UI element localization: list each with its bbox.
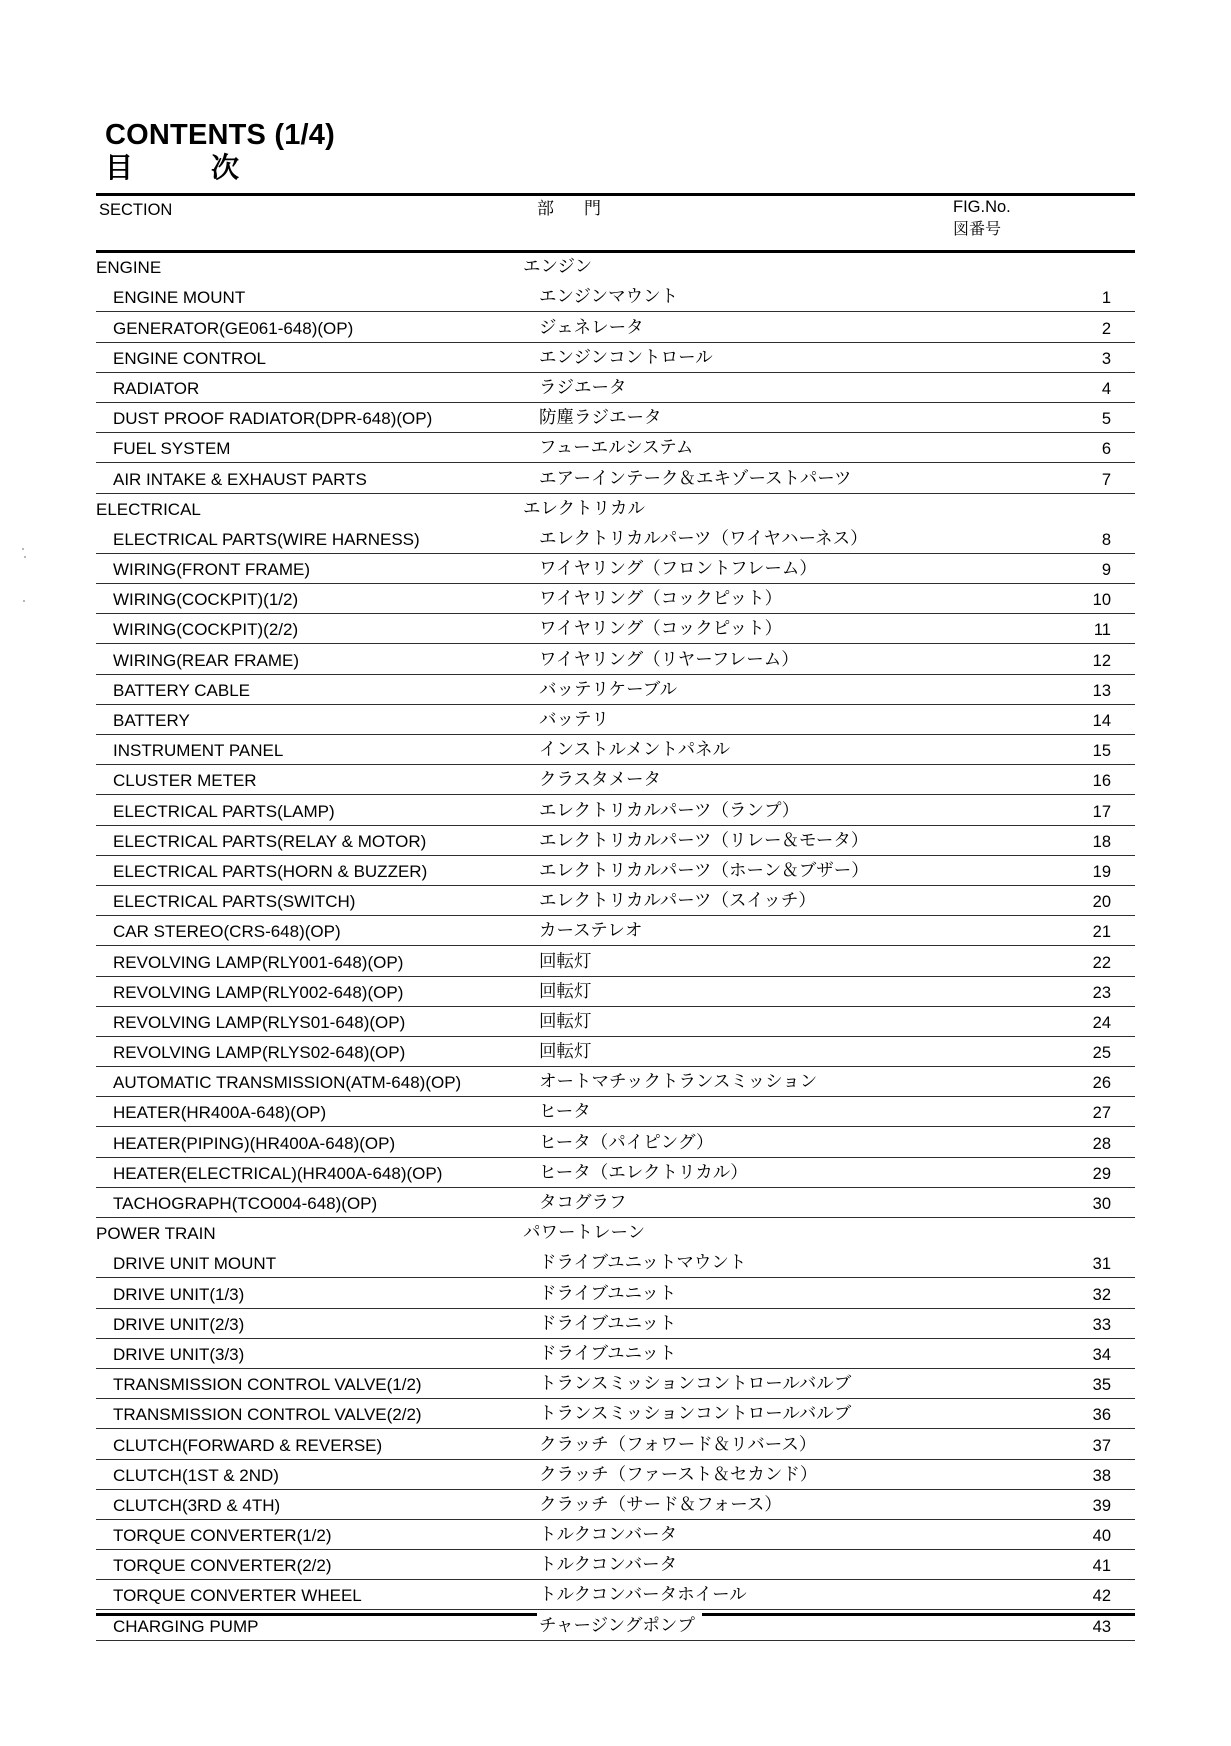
section-heading-row xyxy=(96,496,1135,526)
section-name-english: ELECTRICAL xyxy=(96,500,208,520)
figure-number: 11 xyxy=(1088,621,1113,640)
item-name-english: AIR INTAKE & EXHAUST PARTS xyxy=(113,470,374,490)
table-row xyxy=(96,1190,1135,1220)
item-name-english: ELECTRICAL PARTS(HORN & BUZZER) xyxy=(113,862,434,882)
item-name-japanese: クラッチ（フォワード＆リバース） xyxy=(537,1431,823,1456)
item-name-japanese: 回転灯 xyxy=(537,1038,599,1063)
item-name-japanese: トランスミッションコントロールバルブ xyxy=(537,1370,858,1395)
section-name-japanese: パワートレーン xyxy=(521,1219,652,1244)
item-name-english: REVOLVING LAMP(RLY001-648)(OP) xyxy=(113,953,410,973)
figure-number: 39 xyxy=(1087,1497,1113,1516)
leader-line xyxy=(96,824,1135,826)
item-name-japanese: トランスミッションコントロールバルブ xyxy=(537,1400,858,1425)
item-name-japanese: クラスタメータ xyxy=(537,766,668,791)
table-row xyxy=(96,888,1135,918)
table-row xyxy=(96,284,1135,314)
leader-line xyxy=(96,1639,1135,1641)
item-name-japanese: ワイヤリング（リヤーフレーム） xyxy=(537,646,806,671)
item-name-japanese: トルクコンバータ xyxy=(537,1551,684,1576)
table-row xyxy=(96,1069,1135,1099)
figure-number: 25 xyxy=(1087,1044,1113,1063)
figure-number: 30 xyxy=(1087,1195,1113,1214)
table-row xyxy=(96,646,1135,676)
item-name-japanese: エンジンコントロール xyxy=(537,344,720,369)
item-name-english: DRIVE UNIT(2/3) xyxy=(113,1315,251,1335)
table-row xyxy=(96,1250,1135,1280)
item-name-japanese: エレクトリカルパーツ（ホーン＆ブザー） xyxy=(537,857,876,882)
figure-number: 34 xyxy=(1087,1346,1113,1365)
item-name-japanese: ヒータ（エレクトリカル） xyxy=(537,1159,755,1184)
leader-line xyxy=(96,1367,1135,1369)
item-name-japanese: 回転灯 xyxy=(537,948,599,973)
table-row xyxy=(96,375,1135,405)
leader-line xyxy=(96,461,1135,463)
item-name-english: WIRING(FRONT FRAME) xyxy=(113,560,317,580)
item-name-japanese: ドライブユニットマウント xyxy=(537,1249,753,1274)
item-name-english: CLUTCH(1ST & 2ND) xyxy=(113,1466,286,1486)
table-row xyxy=(96,1522,1135,1552)
table-row xyxy=(96,1401,1135,1431)
leader-line xyxy=(96,884,1135,886)
item-name-japanese: ヒータ xyxy=(537,1098,598,1123)
leader-line xyxy=(96,371,1135,373)
leader-line xyxy=(96,1276,1135,1278)
leader-line xyxy=(96,1548,1135,1550)
section-name-english: POWER TRAIN xyxy=(96,1224,223,1244)
table-row xyxy=(96,1431,1135,1461)
column-header-fig-no: FIG.No. xyxy=(953,198,1011,216)
figure-number: 20 xyxy=(1087,893,1113,912)
scan-speckle xyxy=(23,600,25,602)
figure-number: 36 xyxy=(1087,1406,1113,1425)
figure-number: 3 xyxy=(1096,350,1113,369)
header-rule-top xyxy=(96,193,1135,196)
table-row xyxy=(96,677,1135,707)
table-row xyxy=(96,1612,1135,1642)
item-name-japanese: ワイヤリング（コックピット） xyxy=(537,585,789,610)
figure-number: 23 xyxy=(1087,984,1113,1003)
item-name-japanese: 防塵ラジエータ xyxy=(537,404,669,429)
page-title-japanese xyxy=(105,153,805,184)
figure-number: 4 xyxy=(1096,380,1113,399)
table-row xyxy=(96,1129,1135,1159)
table-row xyxy=(96,1341,1135,1371)
item-name-japanese: エアーインテーク＆エキゾーストパーツ xyxy=(537,465,859,490)
leader-line xyxy=(96,975,1135,977)
leader-line xyxy=(96,763,1135,765)
item-name-english: ELECTRICAL PARTS(SWITCH) xyxy=(113,892,362,912)
table-row xyxy=(96,616,1135,646)
leader-line xyxy=(96,793,1135,795)
figure-number: 40 xyxy=(1087,1527,1113,1546)
item-name-japanese: エレクトリカルパーツ（ワイヤハーネス） xyxy=(537,525,875,550)
page-title: CONTENTS (1/4) xyxy=(105,119,335,151)
table-row xyxy=(96,526,1135,556)
table-row xyxy=(96,797,1135,827)
item-name-english: FUEL SYSTEM xyxy=(113,439,237,459)
leader-line xyxy=(96,854,1135,856)
section-name-english: ENGINE xyxy=(96,258,168,278)
figure-number: 43 xyxy=(1087,1618,1113,1637)
header-rule-bottom xyxy=(96,250,1135,253)
figure-number: 32 xyxy=(1087,1286,1113,1305)
leader-line xyxy=(96,642,1135,644)
item-name-english: HEATER(HR400A-648)(OP) xyxy=(113,1103,333,1123)
scan-speckle xyxy=(22,548,24,550)
table-row xyxy=(96,1039,1135,1069)
column-header-section-japanese xyxy=(537,200,601,220)
table-row xyxy=(96,707,1135,737)
table-row xyxy=(96,918,1135,948)
item-name-japanese: トルクコンバータ xyxy=(537,1521,684,1546)
item-name-english: ENGINE MOUNT xyxy=(113,288,252,308)
leader-line xyxy=(96,612,1135,614)
figure-number: 22 xyxy=(1087,954,1113,973)
figure-number: 37 xyxy=(1087,1437,1113,1456)
column-header-fig-no-japanese: 図番号 xyxy=(953,219,1002,238)
figure-number: 1 xyxy=(1096,289,1113,308)
leader-line xyxy=(96,1488,1135,1490)
item-name-english: DRIVE UNIT MOUNT xyxy=(113,1254,283,1274)
item-name-english: CLUTCH(3RD & 4TH) xyxy=(113,1496,287,1516)
figure-number: 8 xyxy=(1096,531,1113,550)
section-heading-row xyxy=(96,1220,1135,1250)
leader-line xyxy=(96,492,1135,494)
item-name-english: BATTERY xyxy=(113,711,197,731)
figure-number: 33 xyxy=(1087,1316,1113,1335)
leader-line xyxy=(96,1337,1135,1339)
item-name-japanese: エレクトリカルパーツ（リレー＆モータ） xyxy=(537,827,875,852)
leader-line xyxy=(96,552,1135,554)
table-row xyxy=(96,1552,1135,1582)
table-row xyxy=(96,314,1135,344)
leader-line xyxy=(96,1125,1135,1127)
figure-number: 2 xyxy=(1096,320,1113,339)
item-name-english: REVOLVING LAMP(RLYS02-648)(OP) xyxy=(113,1043,412,1063)
leader-line xyxy=(96,431,1135,433)
item-name-japanese: バッテリケーブル xyxy=(537,676,684,701)
item-name-japanese: ドライブユニット xyxy=(537,1310,683,1335)
item-name-japanese: 回転灯 xyxy=(537,978,599,1003)
item-name-japanese: エンジンマウント xyxy=(537,283,685,308)
item-name-english: TRANSMISSION CONTROL VALVE(1/2) xyxy=(113,1375,429,1395)
table-row xyxy=(96,1099,1135,1129)
leader-line xyxy=(96,1095,1135,1097)
item-name-english: TRANSMISSION CONTROL VALVE(2/2) xyxy=(113,1405,429,1425)
figure-number: 6 xyxy=(1096,440,1113,459)
table-row xyxy=(96,737,1135,767)
contents-table xyxy=(96,254,1135,1643)
table-row xyxy=(96,1280,1135,1310)
item-name-english: INSTRUMENT PANEL xyxy=(113,741,290,761)
leader-line xyxy=(96,914,1135,916)
item-name-japanese: クラッチ（ファースト＆セカンド） xyxy=(537,1461,824,1486)
item-name-japanese: エレクトリカルパーツ（スイッチ） xyxy=(537,887,823,912)
table-row xyxy=(96,435,1135,465)
item-name-japanese: カーステレオ xyxy=(537,917,649,942)
figure-number: 41 xyxy=(1087,1557,1113,1576)
leader-line xyxy=(96,1397,1135,1399)
figure-number: 7 xyxy=(1096,471,1113,490)
section-name-japanese: エレクトリカル xyxy=(521,495,652,520)
item-name-english: HEATER(PIPING)(HR400A-648)(OP) xyxy=(113,1134,402,1154)
table-row xyxy=(96,556,1135,586)
table-row xyxy=(96,1160,1135,1190)
item-name-japanese: オートマチックトランスミッション xyxy=(537,1068,824,1093)
item-name-english: BATTERY CABLE xyxy=(113,681,257,701)
table-row xyxy=(96,858,1135,888)
leader-line xyxy=(96,401,1135,403)
table-row xyxy=(96,345,1135,375)
item-name-english: RADIATOR xyxy=(113,379,206,399)
item-name-english: ELECTRICAL PARTS(WIRE HARNESS) xyxy=(113,530,427,550)
item-name-japanese: ワイヤリング（コックピット） xyxy=(537,615,789,640)
item-name-japanese: ワイヤリング（フロントフレーム） xyxy=(537,555,824,580)
item-name-english: CLUTCH(FORWARD & REVERSE) xyxy=(113,1436,389,1456)
leader-line xyxy=(96,944,1135,946)
item-name-english: ENGINE CONTROL xyxy=(113,349,273,369)
figure-number: 29 xyxy=(1087,1165,1113,1184)
column-header-jp-left: 部 xyxy=(537,199,554,219)
figure-number: 38 xyxy=(1087,1467,1113,1486)
item-name-english: TORQUE CONVERTER(1/2) xyxy=(113,1526,339,1546)
table-row xyxy=(96,465,1135,495)
column-header-jp-right: 門 xyxy=(584,199,601,219)
item-name-japanese: エレクトリカルパーツ（ランプ） xyxy=(537,797,806,822)
item-name-japanese: ラジエータ xyxy=(537,374,634,399)
table-row xyxy=(96,948,1135,978)
item-name-japanese: バッテリ xyxy=(537,706,616,731)
leader-line xyxy=(96,1216,1135,1218)
item-name-japanese: トルクコンバータホイール xyxy=(537,1581,754,1606)
leader-line xyxy=(96,1427,1135,1429)
table-row xyxy=(96,1371,1135,1401)
table-row xyxy=(96,405,1135,435)
leader-line xyxy=(96,1186,1135,1188)
item-name-japanese: インストルメントパネル xyxy=(537,736,737,761)
table-row xyxy=(96,767,1135,797)
figure-number: 27 xyxy=(1087,1104,1113,1123)
table-row xyxy=(96,1311,1135,1341)
figure-number: 10 xyxy=(1087,591,1113,610)
item-name-japanese: クラッチ（サード＆フォース） xyxy=(537,1491,789,1516)
leader-line xyxy=(96,1035,1135,1037)
leader-line xyxy=(96,1156,1135,1158)
item-name-japanese: ドライブユニット xyxy=(537,1280,683,1305)
leader-line xyxy=(96,703,1135,705)
figure-number: 13 xyxy=(1087,682,1113,701)
figure-number: 31 xyxy=(1087,1255,1113,1274)
figure-number: 16 xyxy=(1087,772,1113,791)
figure-number: 19 xyxy=(1087,863,1113,882)
table-row xyxy=(96,1462,1135,1492)
item-name-english: WIRING(COCKPIT)(1/2) xyxy=(113,590,305,610)
item-name-english: CAR STEREO(CRS-648)(OP) xyxy=(113,922,348,942)
table-row xyxy=(96,1492,1135,1522)
item-name-english: WIRING(REAR FRAME) xyxy=(113,651,306,671)
table-row xyxy=(96,1582,1135,1612)
item-name-english: TORQUE CONVERTER(2/2) xyxy=(113,1556,339,1576)
item-name-english: TORQUE CONVERTER WHEEL xyxy=(113,1586,369,1606)
leader-line xyxy=(96,1458,1135,1460)
leader-line xyxy=(96,1518,1135,1520)
item-name-english: DRIVE UNIT(1/3) xyxy=(113,1285,251,1305)
item-name-english: TACHOGRAPH(TCO004-648)(OP) xyxy=(113,1194,384,1214)
leader-line xyxy=(96,1307,1135,1309)
title-block xyxy=(105,120,805,184)
figure-number: 24 xyxy=(1087,1014,1113,1033)
item-name-japanese: フューエルシステム xyxy=(537,434,700,459)
item-name-japanese: 回転灯 xyxy=(537,1008,599,1033)
item-name-english: ELECTRICAL PARTS(LAMP) xyxy=(113,802,342,822)
figure-number: 18 xyxy=(1087,833,1113,852)
leader-line xyxy=(96,673,1135,675)
item-name-japanese: ジェネレータ xyxy=(537,314,651,339)
item-name-japanese: タコグラフ xyxy=(537,1189,634,1214)
table-row xyxy=(96,979,1135,1009)
item-name-english: REVOLVING LAMP(RLYS01-648)(OP) xyxy=(113,1013,412,1033)
leader-line xyxy=(96,1005,1135,1007)
item-name-english: DUST PROOF RADIATOR(DPR-648)(OP) xyxy=(113,409,439,429)
figure-number: 21 xyxy=(1087,923,1113,942)
figure-number: 28 xyxy=(1087,1135,1113,1154)
item-name-english: ELECTRICAL PARTS(RELAY & MOTOR) xyxy=(113,832,433,852)
item-name-japanese: ドライブユニット xyxy=(537,1340,683,1365)
figure-number: 42 xyxy=(1087,1587,1113,1606)
leader-line xyxy=(96,1065,1135,1067)
item-name-english: DRIVE UNIT(3/3) xyxy=(113,1345,251,1365)
leader-line xyxy=(96,341,1135,343)
leader-line xyxy=(96,310,1135,312)
section-heading-row xyxy=(96,254,1135,284)
item-name-english: REVOLVING LAMP(RLY002-648)(OP) xyxy=(113,983,410,1003)
page-title-jp-left: 目 xyxy=(105,151,134,185)
column-header-section: SECTION xyxy=(99,201,173,219)
section-name-japanese: エンジン xyxy=(521,253,599,278)
scan-speckle xyxy=(24,556,26,558)
item-name-english: AUTOMATIC TRANSMISSION(ATM-648)(OP) xyxy=(113,1073,468,1093)
leader-line xyxy=(96,1608,1135,1610)
figure-number: 26 xyxy=(1087,1074,1113,1093)
figure-number: 12 xyxy=(1087,652,1113,671)
item-name-english: CHARGING PUMP xyxy=(113,1617,265,1637)
figure-number: 17 xyxy=(1087,803,1113,822)
item-name-english: WIRING(COCKPIT)(2/2) xyxy=(113,620,305,640)
item-name-english: GENERATOR(GE061-648)(OP) xyxy=(113,319,360,339)
table-row xyxy=(96,828,1135,858)
leader-line xyxy=(96,1578,1135,1580)
table-row xyxy=(96,1009,1135,1039)
figure-number: 5 xyxy=(1096,410,1113,429)
page-title-jp-right: 次 xyxy=(211,151,240,185)
item-name-english: HEATER(ELECTRICAL)(HR400A-648)(OP) xyxy=(113,1164,449,1184)
leader-line xyxy=(96,582,1135,584)
leader-line xyxy=(96,733,1135,735)
figure-number: 14 xyxy=(1087,712,1113,731)
figure-number: 15 xyxy=(1087,742,1113,761)
item-name-english: CLUSTER METER xyxy=(113,771,264,791)
item-name-japanese: ヒータ（パイピング） xyxy=(537,1129,720,1154)
table-row xyxy=(96,586,1135,616)
figure-number: 9 xyxy=(1096,561,1113,580)
item-name-japanese: チャージングポンプ xyxy=(537,1612,702,1637)
figure-number: 35 xyxy=(1087,1376,1113,1395)
